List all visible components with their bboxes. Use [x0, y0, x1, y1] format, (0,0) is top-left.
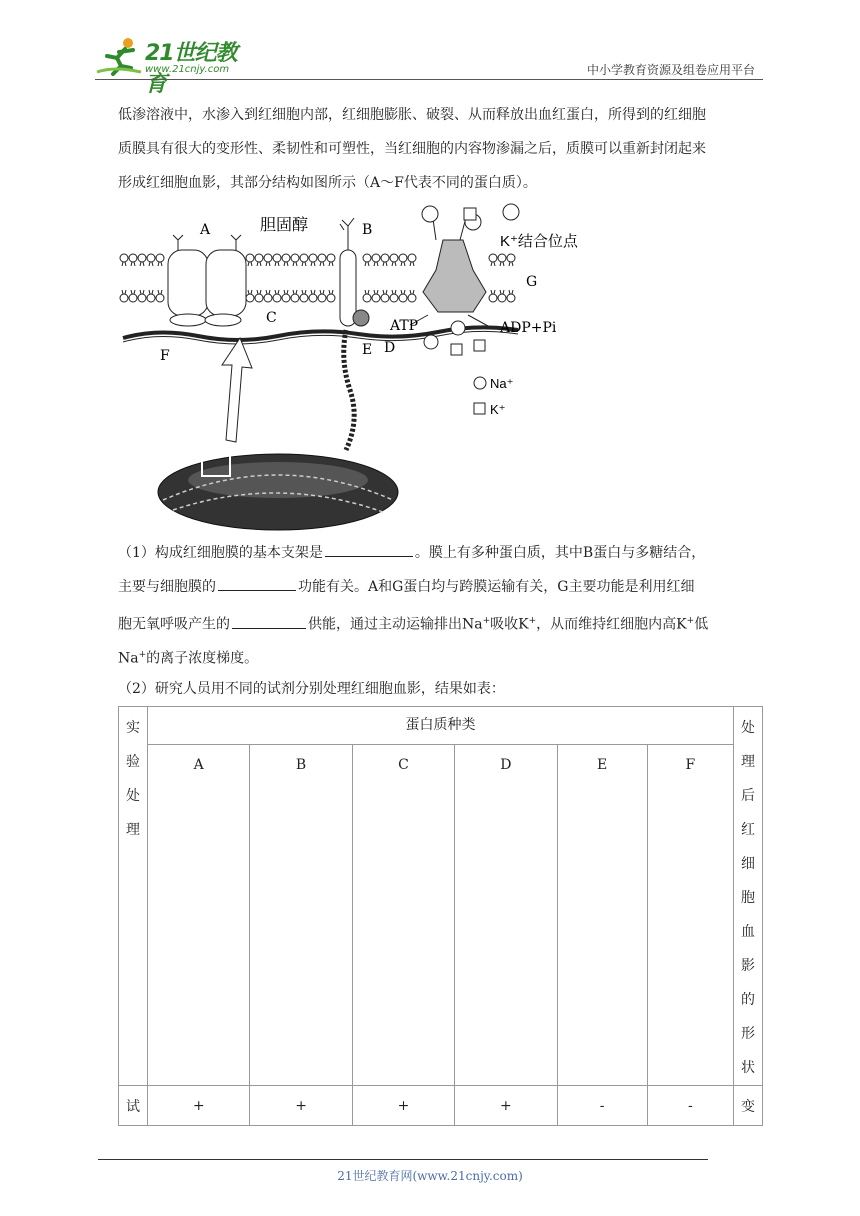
- legend-label-k: K⁺: [490, 402, 506, 417]
- logo-url: www.21cnjy.com: [145, 64, 230, 75]
- lipid-tail: [302, 262, 306, 266]
- lipid-tail: [140, 290, 144, 294]
- lipid-tail: [329, 290, 333, 294]
- lipid-tail: [311, 290, 315, 294]
- right-header-cell: 处 理 后 红 细 胞 血 影 的 形 状: [734, 707, 763, 1086]
- protein-e: [344, 330, 354, 450]
- lipid-head: [246, 294, 254, 302]
- footer-divider: [98, 1159, 708, 1160]
- figure-label-d: D: [384, 340, 396, 356]
- lipid-head: [255, 254, 263, 262]
- figure-label-a: A: [200, 222, 211, 238]
- lipid-head: [147, 254, 155, 262]
- lipid-head: [120, 254, 128, 262]
- lipid-tail: [158, 290, 162, 294]
- membrane-structure-figure: [118, 200, 618, 535]
- lipid-tail: [248, 290, 252, 294]
- q1-text: （1）构成红细胞膜的基本支架是: [118, 545, 323, 561]
- lipid-head: [309, 294, 317, 302]
- lipid-tail: [491, 262, 495, 266]
- lipid-head: [381, 294, 389, 302]
- lipid-head: [156, 294, 164, 302]
- figure-label-c: C: [266, 310, 277, 326]
- lipid-tail: [365, 290, 369, 294]
- lipid-tail: [248, 262, 252, 266]
- figure-label-g: G: [526, 274, 538, 290]
- lipid-head: [363, 294, 371, 302]
- lipid-head: [498, 294, 506, 302]
- table-cell: +: [455, 1086, 557, 1126]
- lipid-head: [507, 254, 515, 262]
- lipid-tail: [320, 262, 324, 266]
- protein-a: [168, 235, 246, 326]
- intro-line-2: 质膜具有很大的变形性、柔韧性和可塑性，当红细胞的内容物渗漏之后，质膜可以重新封闭起来: [118, 141, 706, 157]
- lipid-head: [147, 294, 155, 302]
- q1-text: 主要与细胞膜的: [118, 579, 216, 595]
- legend-label-na: Na⁺: [490, 376, 514, 391]
- lipid-tail: [365, 262, 369, 266]
- lipid-head: [120, 294, 128, 302]
- lipid-tail: [383, 262, 387, 266]
- row-result: 变: [734, 1086, 763, 1126]
- lipid-tail: [140, 262, 144, 266]
- table-cell: -: [557, 1086, 647, 1126]
- q1-text: 功能有关。A和G蛋白均与跨膜运输有关，G主要功能是利用红细: [298, 579, 695, 595]
- figure-label-e: E: [362, 342, 373, 358]
- figure-label-atp: ATP: [390, 318, 419, 334]
- lipid-tail: [257, 262, 261, 266]
- lipid-head: [507, 294, 515, 302]
- lipid-tail: [329, 262, 333, 266]
- lipid-head: [138, 294, 146, 302]
- lipid-head: [390, 294, 398, 302]
- row-label: 试: [119, 1086, 148, 1126]
- table-cell: +: [250, 1086, 352, 1126]
- lipid-head: [291, 294, 299, 302]
- lipid-head: [129, 294, 137, 302]
- lipid-head: [489, 254, 497, 262]
- lipid-tail: [266, 290, 270, 294]
- lipid-head: [138, 254, 146, 262]
- lipid-head: [255, 294, 263, 302]
- lipid-head: [363, 254, 371, 262]
- lipid-tail: [293, 290, 297, 294]
- answer-blank-3[interactable]: [232, 614, 306, 629]
- lipid-tail: [266, 262, 270, 266]
- lipid-head: [300, 254, 308, 262]
- q1-text: 供能，通过主动运输排出Na: [308, 616, 483, 633]
- lipid-tail: [392, 262, 396, 266]
- lipid-tail: [491, 290, 495, 294]
- q1-line-1: [118, 536, 763, 570]
- figure-label-b: B: [362, 222, 373, 238]
- lipid-tail: [500, 290, 504, 294]
- lipid-head: [327, 254, 335, 262]
- q1-text: ，从而维持红细胞内高K: [536, 616, 687, 633]
- lipid-tail: [131, 290, 135, 294]
- zoom-arrow: [222, 338, 252, 442]
- lipid-head: [318, 294, 326, 302]
- lipid-tail: [500, 262, 504, 266]
- lipid-tail: [275, 262, 279, 266]
- q1-line-2: [118, 570, 763, 604]
- na-legend-icon: [474, 377, 486, 389]
- protein-g: [423, 240, 486, 312]
- lipid-head: [264, 254, 272, 262]
- lipid-tail: [131, 262, 135, 266]
- lipid-head: [300, 294, 308, 302]
- runner-icon: [95, 36, 145, 76]
- header-divider: [95, 79, 763, 80]
- column-header-f: F: [647, 745, 733, 1086]
- lipid-head: [282, 294, 290, 302]
- lipid-head: [408, 294, 416, 302]
- lipid-tail: [122, 290, 126, 294]
- lipid-tail: [392, 290, 396, 294]
- lipid-tail: [293, 262, 297, 266]
- column-header-b: B: [250, 745, 352, 1086]
- figure-label-k-binding: K⁺结合位点: [500, 233, 578, 250]
- k-legend-icon: [474, 403, 485, 414]
- lipid-head: [408, 254, 416, 262]
- protein-type-header: 蛋白质种类: [148, 707, 734, 745]
- lipid-head: [246, 254, 254, 262]
- lipid-head: [498, 254, 506, 262]
- platform-name: 中小学教育资源及组卷应用平台: [586, 63, 755, 77]
- figure-label-f: F: [160, 348, 170, 364]
- lipid-tail: [410, 290, 414, 294]
- figure-label-adp: ADP+Pi: [500, 320, 557, 336]
- q2-text: （2）研究人员用不同的试剂分别处理红细胞血影，结果如表：: [118, 681, 505, 697]
- q1-text: 吸收K: [490, 616, 529, 633]
- lipid-head: [129, 254, 137, 262]
- table-cell: +: [352, 1086, 454, 1126]
- table-cell: -: [647, 1086, 733, 1126]
- lipid-head: [291, 254, 299, 262]
- lipid-head: [264, 294, 272, 302]
- lipid-tail: [257, 290, 261, 294]
- column-header-e: E: [557, 745, 647, 1086]
- q1-line-3: [118, 604, 763, 642]
- lipid-tail: [158, 262, 162, 266]
- lipid-tail: [509, 290, 513, 294]
- figure-label-cholesterol: 胆固醇: [260, 215, 309, 234]
- page-header: [95, 32, 763, 97]
- lipid-head: [372, 254, 380, 262]
- lipid-head: [381, 254, 389, 262]
- lipid-head: [399, 294, 407, 302]
- lipid-head: [390, 254, 398, 262]
- column-header-c: C: [352, 745, 454, 1086]
- q1-text: 。膜上有多种蛋白质，其中B蛋白与多糖结合，: [414, 545, 706, 561]
- lipid-tail: [374, 290, 378, 294]
- lipid-tail: [284, 290, 288, 294]
- lipid-tail: [275, 290, 279, 294]
- lipid-tail: [302, 290, 306, 294]
- lipid-head: [282, 254, 290, 262]
- table-cell: +: [148, 1086, 250, 1126]
- q1-text: 胞无氧呼吸产生的: [118, 616, 230, 633]
- lipid-tail: [401, 262, 405, 266]
- lipid-head: [156, 254, 164, 262]
- lipid-head: [399, 254, 407, 262]
- left-header-cell: 实 验 处 理: [119, 707, 148, 1086]
- lipid-tail: [149, 290, 153, 294]
- lipid-tail: [374, 262, 378, 266]
- column-header-d: D: [455, 745, 557, 1086]
- superscript: +: [138, 650, 147, 660]
- lipid-head: [273, 254, 281, 262]
- lipid-tail: [410, 262, 414, 266]
- intro-line-3: 形成红细胞血影，其部分结构如图所示（A～F代表不同的蛋白质）。: [118, 175, 537, 191]
- site-logo[interactable]: [95, 36, 255, 97]
- superscript: +: [686, 616, 695, 626]
- logo-text: 21世纪教育: [145, 41, 237, 97]
- lipid-head: [309, 254, 317, 262]
- lipid-tail: [383, 290, 387, 294]
- lipid-tail: [122, 262, 126, 266]
- lipid-tail: [320, 290, 324, 294]
- lipid-head: [372, 294, 380, 302]
- q1-line-4: [118, 638, 763, 676]
- lipid-head: [273, 294, 281, 302]
- results-table: [118, 706, 763, 1126]
- q1-text: 低: [694, 616, 709, 633]
- lipid-tail: [311, 262, 315, 266]
- lipid-tail: [401, 290, 405, 294]
- q1-text: Na: [118, 650, 139, 667]
- lipid-head: [489, 294, 497, 302]
- q1-text: 的离子浓度梯度。: [146, 650, 259, 667]
- lipid-tail: [284, 262, 288, 266]
- lipid-tail: [509, 262, 513, 266]
- answer-blank-1[interactable]: [325, 542, 413, 557]
- intro-line-1: 低渗溶液中，水渗入到红细胞内部，红细胞膨胀、破裂、从而释放出血红蛋白，所得到的红细胞: [118, 107, 706, 123]
- lipid-head: [318, 254, 326, 262]
- lipid-tail: [149, 262, 153, 266]
- footer-link[interactable]: 21世纪教育网(www.21cnjy.com): [337, 1169, 523, 1183]
- column-header-a: A: [148, 745, 250, 1086]
- superscript: +: [482, 616, 491, 626]
- answer-blank-2[interactable]: [218, 576, 296, 591]
- lipid-head: [327, 294, 335, 302]
- superscript: +: [528, 616, 537, 626]
